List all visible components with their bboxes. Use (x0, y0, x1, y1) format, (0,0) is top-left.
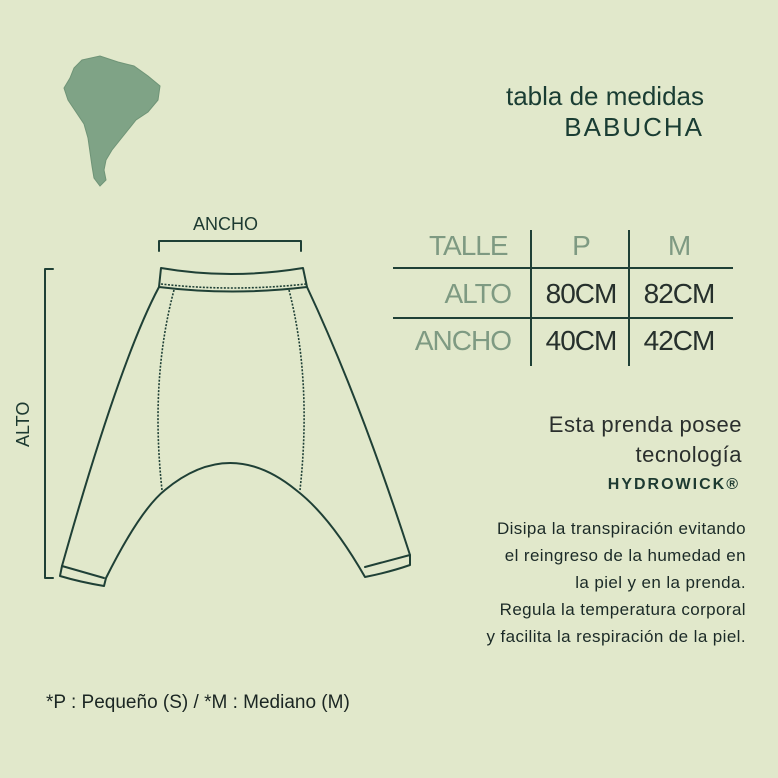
description-line: tecnología (635, 442, 742, 467)
width-dimension-label: ANCHO (193, 214, 259, 234)
table-corner-label: TALLE (429, 230, 508, 261)
table-divider (393, 267, 733, 269)
page-title: tabla de medidas (505, 81, 704, 111)
title-block (506, 80, 704, 142)
south-america-map-icon (60, 52, 164, 188)
product-name: BABUCHA (564, 112, 704, 142)
table-cell: 82CM (643, 278, 715, 309)
benefit-line: el reingreso de la humedad en (504, 546, 746, 565)
table-divider (393, 317, 733, 319)
left-seam (158, 290, 174, 490)
height-bracket (45, 269, 53, 578)
benefit-line: Regula la temperatura corporal (499, 600, 746, 619)
table-cell: 80CM (545, 278, 617, 309)
row-header: ALTO (444, 278, 511, 309)
benefit-line: la piel y en la prenda. (575, 573, 746, 592)
description-line: Esta prenda posee (548, 412, 742, 437)
benefit-line: y facilita la respiración de la piel. (486, 627, 746, 646)
benefit-line: Disipa la transpiración evitando (496, 519, 746, 538)
right-cuff (365, 555, 410, 567)
right-seam (289, 290, 304, 490)
width-bracket (159, 241, 301, 251)
row-header: ANCHO (414, 325, 511, 356)
technology-brand: HYDROWICK® (607, 476, 740, 493)
table-cell: 40CM (545, 325, 617, 356)
left-cuff (62, 566, 104, 578)
column-header: M (667, 230, 691, 261)
waistband (159, 268, 307, 292)
height-dimension-label: ALTO (13, 401, 33, 447)
table-cell: 42CM (643, 325, 715, 356)
table-divider (628, 230, 630, 366)
column-header: P (572, 230, 590, 261)
waist-stitch (161, 284, 306, 288)
table-divider (530, 230, 532, 366)
size-footnote: *P : Pequeño (S) / *M : Mediano (M) (46, 692, 350, 713)
pants-outline (60, 287, 410, 586)
technology-description (549, 410, 742, 494)
benefits-list (486, 515, 746, 650)
